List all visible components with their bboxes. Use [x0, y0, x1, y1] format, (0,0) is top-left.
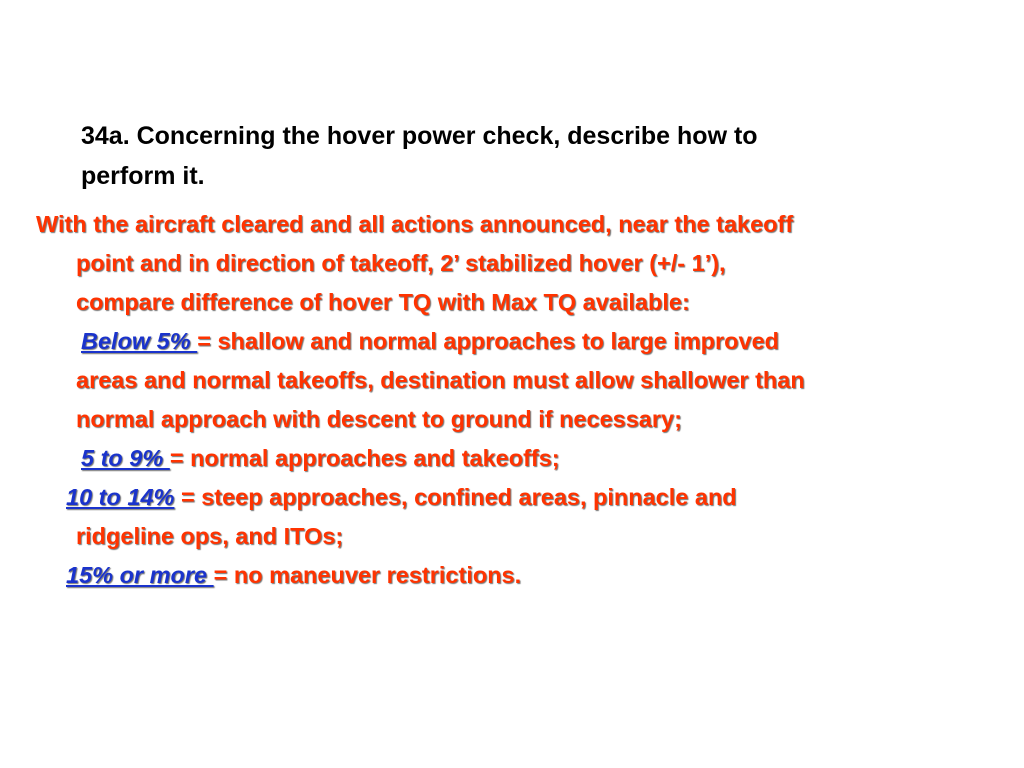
answer-intro-line: point and in direction of takeoff, 2’ stabilized hover (+/- 1’),: [76, 250, 726, 276]
power-range-item: [36, 556, 1011, 595]
power-range-description: = steep approaches, confined areas, pinnacle and: [174, 484, 737, 510]
power-range-description: = shallow and normal approaches to large improved: [197, 328, 780, 354]
answer-intro-line: compare difference of hover TQ with Max TQ available:: [76, 289, 690, 315]
answer-intro-line: With the aircraft cleared and all actions announced, near the takeoff: [36, 211, 794, 237]
power-range-description: = no maneuver restrictions.: [213, 562, 522, 588]
power-range-term: 5 to 9%: [81, 445, 170, 471]
power-range-item: [36, 439, 1011, 478]
power-range-description: = normal approaches and takeoffs;: [169, 445, 560, 471]
power-range-item: [36, 322, 1011, 361]
power-range-description-line: areas and normal takeoffs, destination must allow shallower than: [76, 367, 805, 393]
answer-text: [36, 205, 1011, 595]
power-range-term: 15% or more: [66, 562, 214, 588]
power-range-description-line: ridgeline ops, and ITOs;: [76, 523, 344, 549]
power-range-item: [36, 478, 1011, 517]
power-range-term: 10 to 14%: [66, 484, 175, 510]
power-range-description-line: normal approach with descent to ground if necessary;: [76, 406, 682, 432]
power-range-term: Below 5%: [81, 328, 198, 354]
question-line: perform it.: [81, 162, 205, 190]
question-line: 34a. Concerning the hover power check, describe how to: [81, 122, 758, 150]
question-text: [81, 116, 941, 196]
